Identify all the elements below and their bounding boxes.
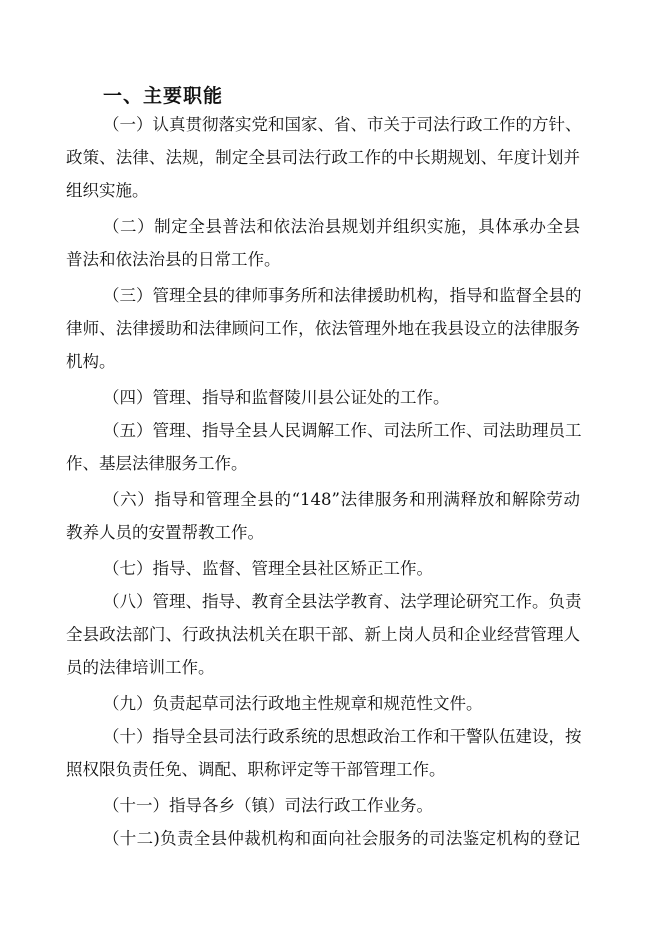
paragraph-7-line-1: （七）指导、监督、管理全县社区矫正工作。 — [103, 559, 433, 578]
section-heading: 一、主要职能 — [103, 85, 224, 107]
paragraph-12-line-1: （十二)负责全县仲裁机构和面向社会服务的司法鉴定机构的登记 — [103, 829, 580, 848]
paragraph-1-line-2: 政策、法律、法规，制定全县司法行政工作的中长期规划、年度计划并 — [66, 148, 580, 167]
paragraph-5-line-1: （五）管理、指导全县人民调解工作、司法所工作、司法助理员工 — [103, 421, 582, 440]
paragraph-1-line-1: （一）认真贯彻落实党和国家、省、市关于司法行政工作的方针、 — [103, 115, 582, 134]
paragraph-3-line-2: 律师、法律援助和法律顾问工作，依法管理外地在我县设立的法律服务 — [66, 319, 580, 338]
paragraph-10-line-1: （十）指导全县司法行政系统的思想政治工作和干警队伍建设，按 — [103, 727, 582, 746]
paragraph-8-line-2: 全县政法部门、行政执法机关在职干部、新上岗人员和企业经营管理人 — [66, 625, 580, 644]
paragraph-2-line-2: 普法和依法治县的日常工作。 — [66, 250, 281, 269]
paragraph-2-line-1: （二）制定全县普法和依法治县规划并组织实施，具体承办全县 — [103, 217, 580, 236]
paragraph-8-line-3: 员的法律培训工作。 — [66, 658, 215, 677]
paragraph-4-line-1: （四）管理、指导和监督陵川县公证处的工作。 — [103, 388, 450, 407]
paragraph-9-line-1: （九）负责起草司法行政地主性规章和规范性文件。 — [103, 694, 483, 713]
paragraph-11-line-1: （十一）指导各乡（镇）司法行政工作业务。 — [103, 796, 433, 815]
paragraph-6-line-1: （六）指导和管理全县的“148”法律服务和刑满释放和解除劳动 — [103, 490, 580, 509]
paragraph-5-line-2: 作、基层法律服务工作。 — [66, 454, 248, 473]
paragraph-6-line-2: 教养人员的安置帮教工作。 — [66, 523, 264, 542]
paragraph-3-line-1: （三）管理全县的律师事务所和法律援助机构，指导和监督全县的 — [103, 286, 582, 305]
paragraph-1-line-3: 组织实施。 — [66, 181, 149, 200]
paragraph-10-line-2: 照权限负责任免、调配、职称评定等干部管理工作。 — [66, 760, 446, 779]
paragraph-3-line-3: 机构。 — [66, 352, 116, 371]
paragraph-8-line-1: （八）管理、指导、教育全县法学教育、法学理论研究工作。负责 — [103, 592, 582, 611]
